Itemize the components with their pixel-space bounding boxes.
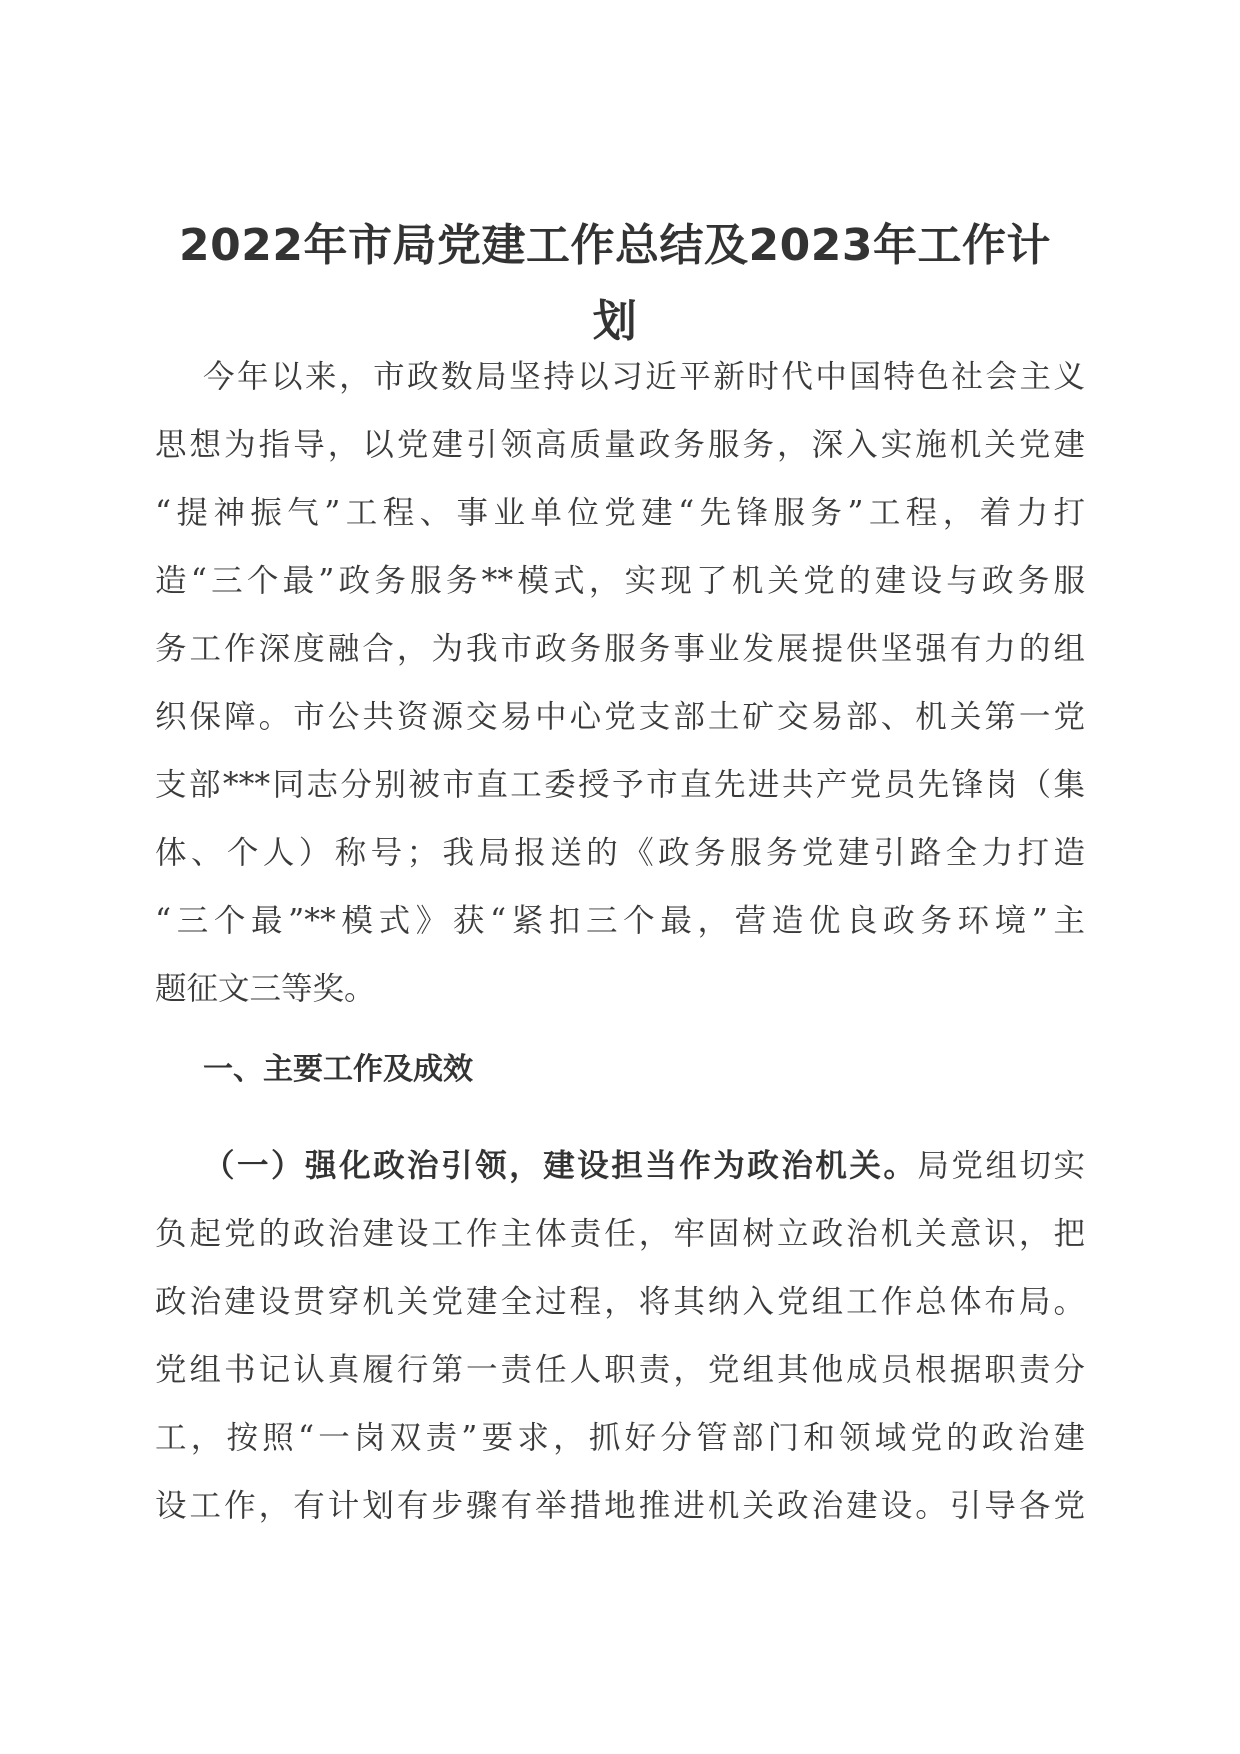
subsection-line: 党组书记认真履行第一责任人职责，党组其他成员根据职责分 [155, 1352, 1085, 1388]
subsection-1-paragraph [155, 1132, 1085, 1540]
subsection-line: 政治建设贯穿机关党建全过程，将其纳入党组工作总体布局。 [155, 1284, 1085, 1320]
subsection-1-first-rest: 局党组切实 [917, 1148, 1085, 1184]
subsection-line: 设工作，有计划有步骤有举措地推进机关政治建设。引导各党 [155, 1488, 1085, 1524]
intro-line: 今年以来，市政数局坚持以习近平新时代中国特色社会主义 [203, 359, 1085, 395]
title-line-1: 2022年市局党建工作总结及2023年工作计 [179, 220, 1051, 271]
title-line-2: 划 [592, 296, 638, 347]
intro-line: 思想为指导，以党建引领高质量政务服务，深入实施机关党建 [155, 427, 1085, 463]
intro-line: 题征文三等奖。 [155, 971, 376, 1007]
intro-line: “提神振气”工程、事业单位党建“先锋服务”工程，着力打 [155, 495, 1085, 531]
intro-line: 造“三个最”政务服务**模式，实现了机关党的建设与政务服 [155, 563, 1085, 599]
subsection-line: 负起党的政治建设工作主体责任，牢固树立政治机关意识，把 [155, 1216, 1085, 1252]
intro-line: “三个最”**模式》获“紧扣三个最，营造优良政务环境”主 [155, 903, 1085, 939]
subsection-1-first-line [155, 1132, 1085, 1200]
intro-line: 织保障。市公共资源交易中心党支部土矿交易部、机关第一党 [155, 699, 1085, 735]
intro-line: 支部***同志分别被市直工委授予市直先进共产党员先锋岗（集 [155, 767, 1085, 803]
document-title [150, 208, 1080, 360]
intro-line: 体、个人）称号；我局报送的《政务服务党建引路全力打造 [155, 835, 1085, 871]
subsection-1-heading: （一）强化政治引领，建设担当作为政治机关。 [203, 1148, 918, 1184]
subsection-line: 工，按照“一岗双责”要求，抓好分管部门和领域党的政治建 [155, 1420, 1085, 1456]
intro-line: 务工作深度融合，为我市政务服务事业发展提供坚强有力的组 [155, 631, 1085, 667]
section-heading-1: 一、主要工作及成效 [203, 1052, 473, 1087]
intro-paragraph [155, 343, 1085, 1023]
